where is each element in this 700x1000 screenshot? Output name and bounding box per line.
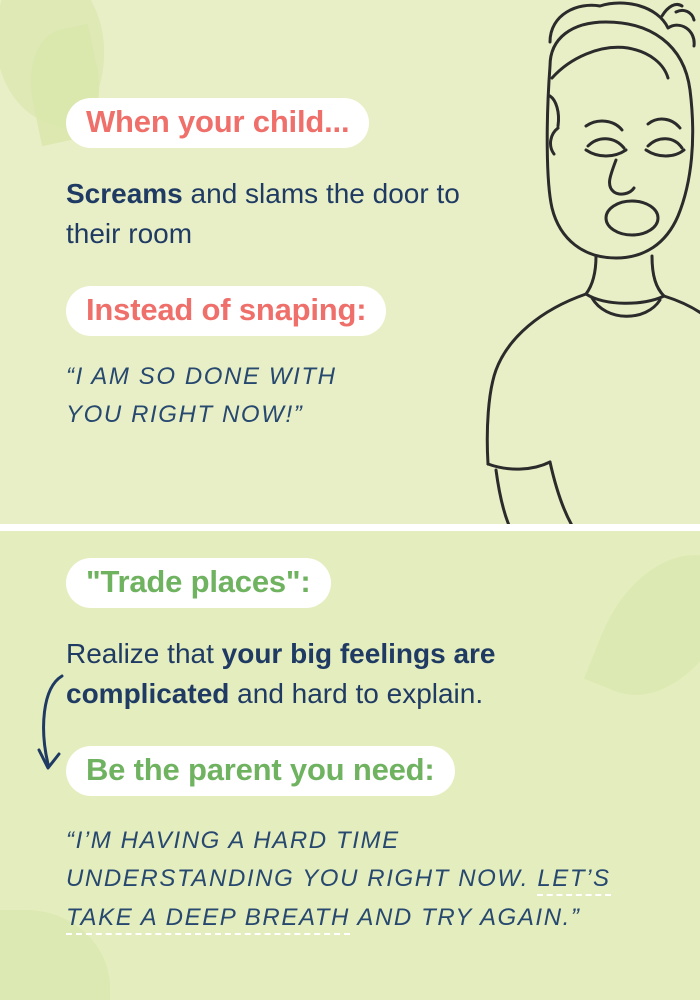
be-the-parent-heading: Be the parent you need: <box>66 746 455 796</box>
body-suffix: and hard to explain. <box>229 677 484 709</box>
trade-places-heading-row <box>66 558 636 608</box>
top-quote <box>66 358 466 436</box>
body-prefix: Realize that <box>66 638 222 669</box>
instead-heading-row <box>66 286 466 336</box>
top-quote-line-2: YOU RIGHT NOW!” <box>66 401 304 429</box>
situation-text <box>66 174 466 254</box>
bottom-quote-line-3 <box>66 899 636 938</box>
when-your-child-heading: When your child... <box>66 98 369 148</box>
bottom-quote-line-1: “I’M HAVING A HARD TIME <box>66 826 400 854</box>
bottom-quote <box>66 822 636 939</box>
bottom-text-block <box>66 558 636 938</box>
be-parent-heading-row <box>66 746 636 796</box>
bottom-quote-line-3a: TAKE A DEEP BREATH <box>66 904 350 935</box>
top-text-block <box>66 98 466 435</box>
top-heading-row <box>66 98 466 148</box>
body-bold: your big feelings are complicated <box>66 638 496 709</box>
bottom-quote-line-2b: LET’S <box>537 865 610 896</box>
bottom-quote-line-3b: AND TRY AGAIN.” <box>349 904 581 932</box>
situation-rest: and slams the door to their room <box>66 178 460 249</box>
bottom-quote-line-2 <box>66 860 636 899</box>
bottom-quote-line-2a: UNDERSTANDING YOU RIGHT NOW. <box>66 865 538 893</box>
panel-divider <box>0 524 700 531</box>
trade-places-heading: "Trade places": <box>66 558 331 608</box>
instead-of-snaping-heading: Instead of snaping: <box>66 286 386 336</box>
situation-bold: Screams <box>66 178 183 209</box>
bottom-body-text <box>66 634 636 714</box>
top-quote-line-1: “I AM SO DONE WITH <box>66 362 337 390</box>
